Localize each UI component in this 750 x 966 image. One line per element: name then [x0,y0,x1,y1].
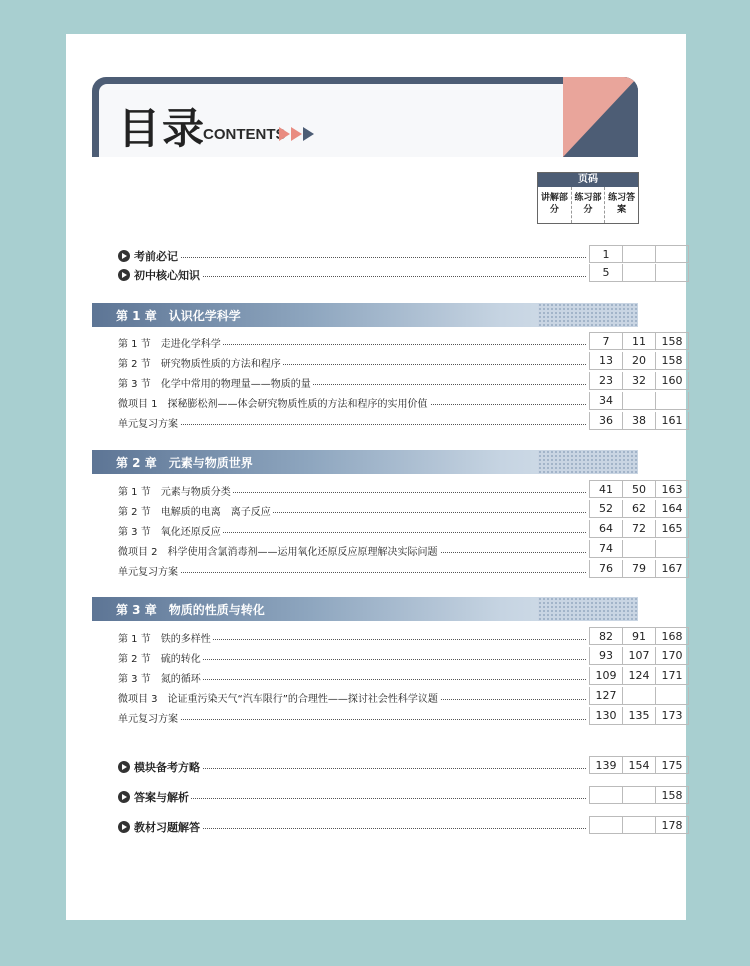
page-number: 74 [589,540,622,558]
page-number: 52 [589,500,622,518]
toc-entry[interactable] [118,500,683,518]
page-number: 13 [589,352,622,370]
page-number: 178 [655,816,689,834]
page-number [655,264,689,282]
entry-label: 初中核心知识 [134,269,200,282]
play-icon [118,761,130,773]
chapter-heading [92,450,638,474]
entry-label: 第 1 节 铁的多样性 [118,630,213,645]
page-number: 109 [589,667,622,685]
chapter-title: 第 1 章 认识化学科学 [116,309,241,323]
toc-page [66,34,686,920]
page-number: 79 [622,560,655,578]
page-number: 91 [622,627,655,645]
toc-entry[interactable] [118,756,683,774]
toc-entry[interactable] [118,560,683,578]
page-number: 93 [589,647,622,665]
toc-entry[interactable] [118,667,683,685]
entry-label: 答案与解析 [134,791,189,804]
page-title: 目录 [118,104,207,153]
page-number: 62 [622,500,655,518]
page-number [655,392,689,410]
page-code-header [537,172,639,224]
chapter-title: 第 2 章 元素与物质世界 [116,456,253,470]
entry-label: 第 1 节 元素与物质分类 [118,483,233,498]
toc-entry[interactable] [118,392,638,410]
entry-label: 第 2 节 研究物质性质的方法和程序 [118,355,283,370]
toc-entry[interactable] [118,352,683,370]
page-number: 107 [622,647,655,665]
page-number: 11 [622,332,655,350]
column-header: 练习答案 [608,193,636,215]
page-number: 173 [655,707,689,725]
page-number: 72 [622,520,655,538]
entry-label: 第 1 节 走进化学科学 [118,335,223,350]
page-number [655,687,689,705]
page-number: 32 [622,372,655,390]
page-number: 165 [655,520,689,538]
page-number: 20 [622,352,655,370]
toc-entry[interactable] [118,332,683,350]
toc-entry[interactable] [118,707,683,725]
page-number: 158 [655,786,689,804]
page-number [622,786,655,804]
entry-label: 微项目 3 论证重污染天气“汽车限行”的合理性——探讨社会性科学议题 [118,690,440,705]
arrows-icon [279,127,315,141]
toc-entry[interactable] [118,264,638,282]
page-number: 23 [589,372,622,390]
page-number: 41 [589,480,622,498]
page-number: 50 [622,480,655,498]
toc-entry[interactable] [118,816,683,834]
entry-label: 微项目 2 科学使用含氯消毒剂——运用氧化还原反应原理解决实际问题 [118,543,440,558]
page-number: 167 [655,560,689,578]
page-number: 34 [589,392,622,410]
page-number [655,540,689,558]
entry-label: 第 3 节 氮的循环 [118,670,203,685]
entry-label: 单元复习方案 [118,710,180,725]
page-number [622,264,655,282]
entry-label: 模块备考方略 [134,761,200,774]
page-number [622,816,655,834]
entry-label: 第 2 节 硫的转化 [118,650,203,665]
page-number: 158 [655,332,689,350]
page-subtitle: CONTENTS [203,126,286,143]
column-header: 讲解部分 [538,187,572,223]
page-number [622,540,655,558]
page-number: 36 [589,412,622,430]
page-number: 135 [622,707,655,725]
toc-entry[interactable] [118,647,683,665]
toc-entry[interactable] [118,480,683,498]
page-number: 161 [655,412,689,430]
play-icon [118,269,130,281]
toc-entry[interactable] [118,520,683,538]
page-number: 64 [589,520,622,538]
page-number: 5 [589,264,622,282]
toc-entry[interactable] [118,786,683,804]
page-number: 164 [655,500,689,518]
page-number [622,245,655,263]
chapter-heading [92,303,638,327]
entry-label: 考前必记 [134,250,178,263]
toc-entry[interactable] [118,372,683,390]
page-number: 38 [622,412,655,430]
page-number: 127 [589,687,622,705]
page-number: 139 [589,756,622,774]
page-number [622,392,655,410]
entry-label: 第 3 节 化学中常用的物理量——物质的量 [118,375,313,390]
toc-entry[interactable] [118,627,683,645]
page-number: 163 [655,480,689,498]
page-number: 76 [589,560,622,578]
page-number: 175 [655,756,689,774]
play-icon [118,250,130,262]
chapter-title: 第 3 章 物质的性质与转化 [116,603,265,617]
page-number [622,687,655,705]
entry-label: 单元复习方案 [118,415,180,430]
column-header: 练习部分 [572,187,606,223]
entry-label: 微项目 1 探秘膨松剂——体会研究物质性质的方法和程序的实用价值 [118,395,430,410]
page-number: 124 [622,667,655,685]
toc-entry[interactable] [118,412,683,430]
page-number [589,786,622,804]
toc-entry[interactable] [118,540,638,558]
entry-label: 教材习题解答 [134,821,200,834]
page-number: 160 [655,372,689,390]
page-number [655,245,689,263]
toc-entry[interactable] [118,687,638,705]
entry-label: 第 3 节 氧化还原反应 [118,523,223,538]
page-number [589,816,622,834]
page-number: 158 [655,352,689,370]
page-number: 154 [622,756,655,774]
page-number: 170 [655,647,689,665]
entry-label: 单元复习方案 [118,563,180,578]
chapter-heading [92,597,638,621]
page-number: 168 [655,627,689,645]
page-number: 7 [589,332,622,350]
toc-entry[interactable] [118,245,638,263]
page-number: 130 [589,707,622,725]
page-code-title: 页码 [538,173,638,187]
play-icon [118,791,130,803]
page-number: 1 [589,245,622,263]
corner-decoration [563,77,638,157]
entry-label: 第 2 节 电解质的电离 离子反应 [118,503,273,518]
play-icon [118,821,130,833]
page-number: 82 [589,627,622,645]
page-number: 171 [655,667,689,685]
